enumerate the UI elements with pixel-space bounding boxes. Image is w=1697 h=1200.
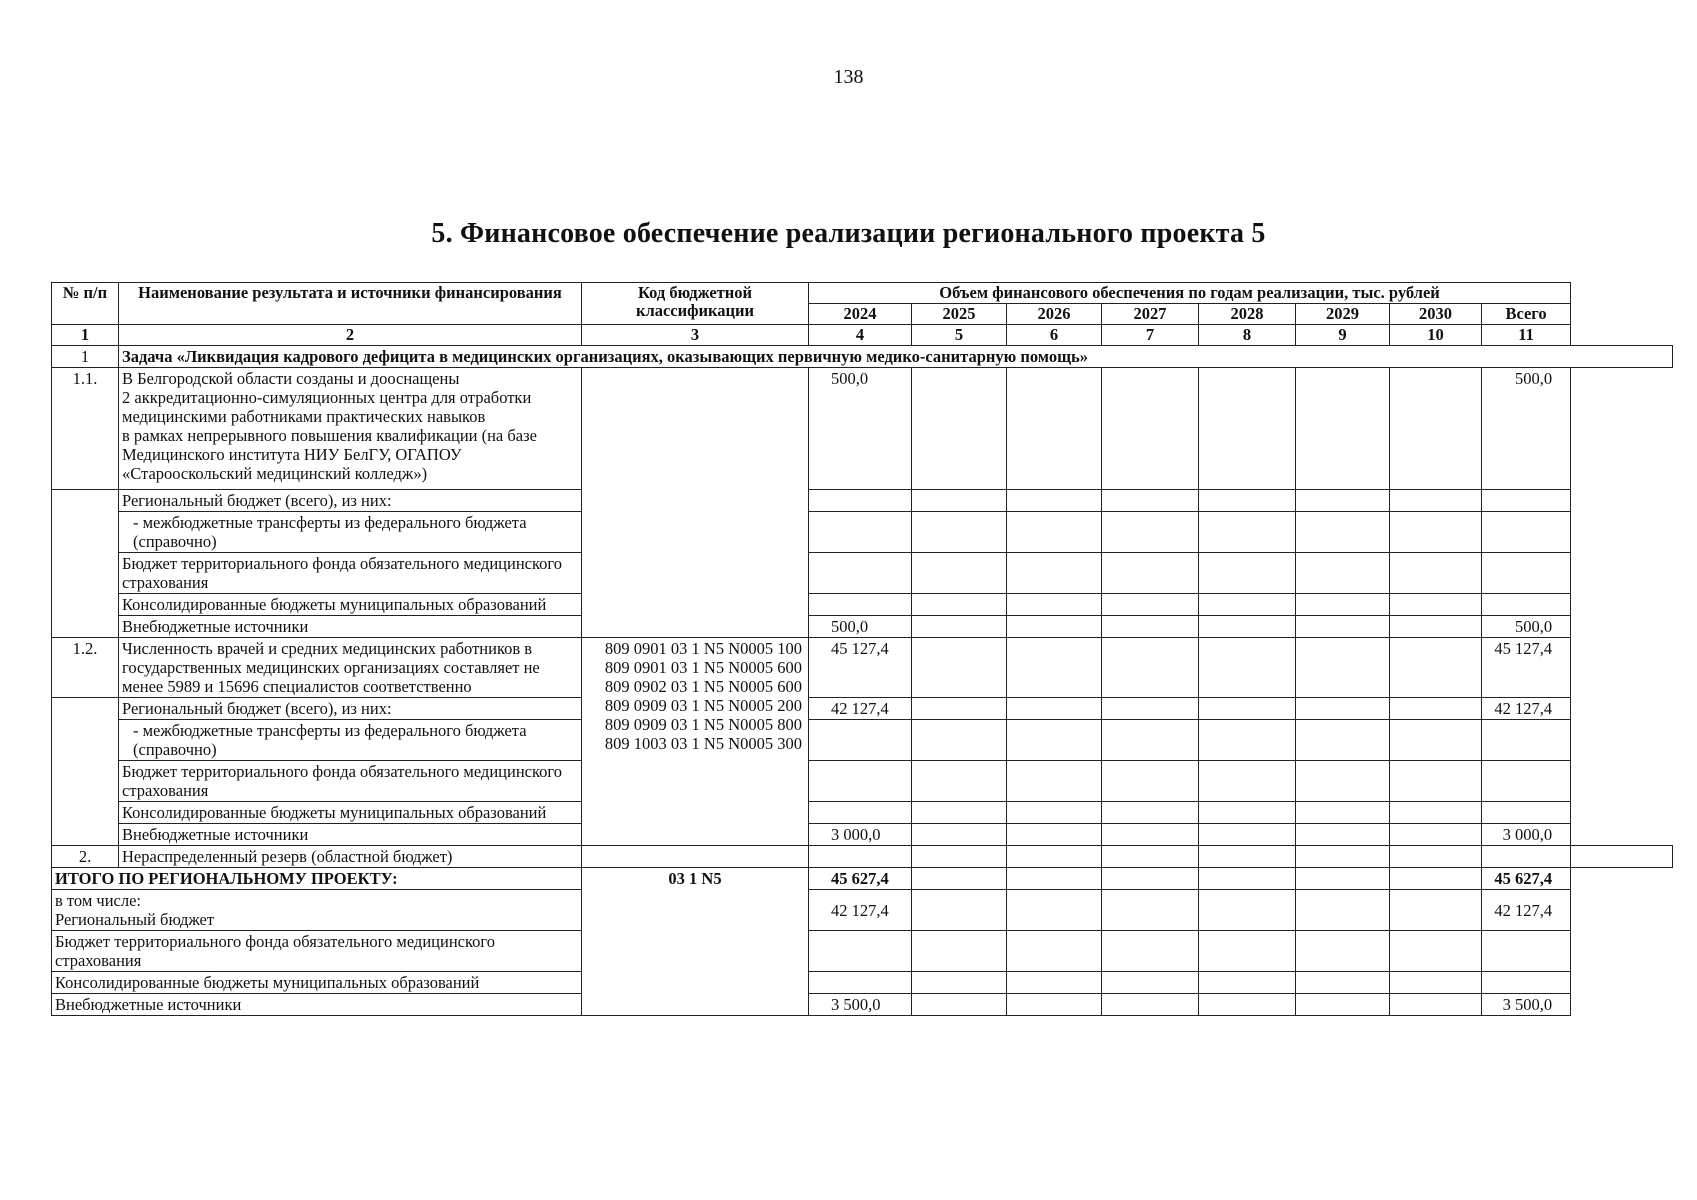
value-2024: 42 127,4 <box>809 698 912 720</box>
col-number: 7 <box>1102 325 1199 346</box>
budget-code-cell <box>582 368 809 638</box>
header-year: 2029 <box>1296 304 1390 325</box>
header-year: 2028 <box>1199 304 1296 325</box>
finance-table <box>51 282 1673 1016</box>
totals-row <box>52 868 1673 890</box>
table-row <box>52 368 1673 490</box>
source-label: Внебюджетные источники <box>52 994 582 1016</box>
table-row <box>52 846 1673 868</box>
task-row <box>52 346 1673 368</box>
table-row <box>52 972 1673 994</box>
header-num: № п/п <box>52 283 119 325</box>
header-row <box>52 283 1673 304</box>
value-2024: 45 627,4 <box>809 868 912 890</box>
table-row <box>52 698 1673 720</box>
row-title: Нераспределенный резерв (областной бюджет) <box>119 846 582 868</box>
value-total: 500,0 <box>1482 616 1571 638</box>
source-label: Региональный бюджет (всего), из них: <box>119 490 582 512</box>
row-num: 1.2. <box>52 638 119 698</box>
source-label: Бюджет территориального фонда обязательного медицинского страхования <box>119 761 582 802</box>
source-label: Консолидированные бюджеты муниципальных образований <box>119 594 582 616</box>
header-year: 2024 <box>809 304 912 325</box>
source-label: Внебюджетные источники <box>119 616 582 638</box>
source-label: Бюджет территориального фонда обязательного медицинского страхования <box>52 931 582 972</box>
col-number: 9 <box>1296 325 1390 346</box>
header-name: Наименование результата и источники финансирования <box>119 283 582 325</box>
totals-label: ИТОГО ПО РЕГИОНАЛЬНОМУ ПРОЕКТУ: <box>52 868 582 890</box>
table-row <box>52 802 1673 824</box>
table-row <box>52 638 1673 698</box>
source-label: Региональный бюджет <box>55 910 215 929</box>
col-number: 4 <box>809 325 912 346</box>
col-number: 10 <box>1390 325 1482 346</box>
row-num: 2. <box>52 846 119 868</box>
value-total: 42 127,4 <box>1482 698 1571 720</box>
table-row <box>52 553 1673 594</box>
header-year: 2027 <box>1102 304 1199 325</box>
col-number: 11 <box>1482 325 1571 346</box>
source-label: Бюджет территориального фонда обязательного медицинского страхования <box>119 553 582 594</box>
table-row <box>52 994 1673 1016</box>
header-total: Всего <box>1482 304 1571 325</box>
value-2024: 45 127,4 <box>809 638 912 698</box>
table-row <box>52 490 1673 512</box>
task-text: Задача «Ликвидация кадрового дефицита в медицинских организациях, оказывающих первичную медико-санитарную помощь» <box>119 346 1673 368</box>
value-total: 45 627,4 <box>1482 868 1571 890</box>
totals-code: 03 1 N5 <box>582 868 809 1016</box>
value-2024: 42 127,4 <box>809 890 912 931</box>
source-label: Региональный бюджет (всего), из них: <box>119 698 582 720</box>
row-title: Численность врачей и средних медицинских работников в государственных медицинских организациях составляет не менее 5989 и 15696 специалистов соответственно <box>119 638 582 698</box>
source-label: Внебюджетные источники <box>119 824 582 846</box>
table-row <box>52 890 1673 931</box>
header-year: 2030 <box>1390 304 1482 325</box>
budget-codes: 809 0901 03 1 N5 N0005 100 809 0901 03 1 N5 N0005 600 809 0902 03 1 N5 N0005 600 809 0909 03 1 N5 N0005 200 809 0909 03 1 N5 N0005 800 809 1003 03 1 N5 N0005 300 <box>582 638 809 846</box>
totals-incl-label: в том числе: <box>55 891 142 910</box>
table-row <box>52 931 1673 972</box>
source-label: - межбюджетные трансферты из федерального бюджета (справочно) <box>119 720 582 761</box>
table-row <box>52 720 1673 761</box>
col-number: 2 <box>119 325 582 346</box>
col-number: 8 <box>1199 325 1296 346</box>
source-label: - межбюджетные трансферты из федерального бюджета (справочно) <box>119 512 582 553</box>
table-row <box>52 761 1673 802</box>
header-code: Код бюджетной классификации <box>582 283 809 325</box>
table-row <box>52 594 1673 616</box>
page-number: 138 <box>833 66 864 88</box>
header-volume: Объем финансового обеспечения по годам реализации, тыс. рублей <box>809 283 1571 304</box>
col-number: 1 <box>52 325 119 346</box>
totals-regional-label <box>52 890 582 931</box>
row-num: 1.1. <box>52 368 119 490</box>
col-number: 6 <box>1007 325 1102 346</box>
row-title: В Белгородской области созданы и дооснащены 2 аккредитационно-симуляционных центра для отработки медицинскими работниками практических навыков в рамках непрерывного повышения квалификации (на базе Медицинского института НИУ БелГУ, ОГАПОУ «Старооскольский медицинский колледж») <box>119 368 582 490</box>
page-title: 5. Финансовое обеспечение реализации регионального проекта 5 <box>431 218 1266 249</box>
header-year: 2025 <box>912 304 1007 325</box>
value-total: 45 127,4 <box>1482 638 1571 698</box>
value-2024: 3 000,0 <box>809 824 912 846</box>
value-2024: 3 500,0 <box>809 994 912 1016</box>
col-number: 5 <box>912 325 1007 346</box>
numbering-row <box>52 325 1673 346</box>
header-year: 2026 <box>1007 304 1102 325</box>
value-total: 3 500,0 <box>1482 994 1571 1016</box>
value-total: 3 000,0 <box>1482 824 1571 846</box>
task-num: 1 <box>52 346 119 368</box>
source-label: Консолидированные бюджеты муниципальных образований <box>119 802 582 824</box>
value-2024: 500,0 <box>809 616 912 638</box>
source-label: Консолидированные бюджеты муниципальных образований <box>52 972 582 994</box>
table-row <box>52 616 1673 638</box>
table-row <box>52 824 1673 846</box>
table-row <box>52 512 1673 553</box>
value-2024: 500,0 <box>809 368 912 490</box>
value-total: 500,0 <box>1482 368 1571 490</box>
col-number: 3 <box>582 325 809 346</box>
value-total: 42 127,4 <box>1482 890 1571 931</box>
